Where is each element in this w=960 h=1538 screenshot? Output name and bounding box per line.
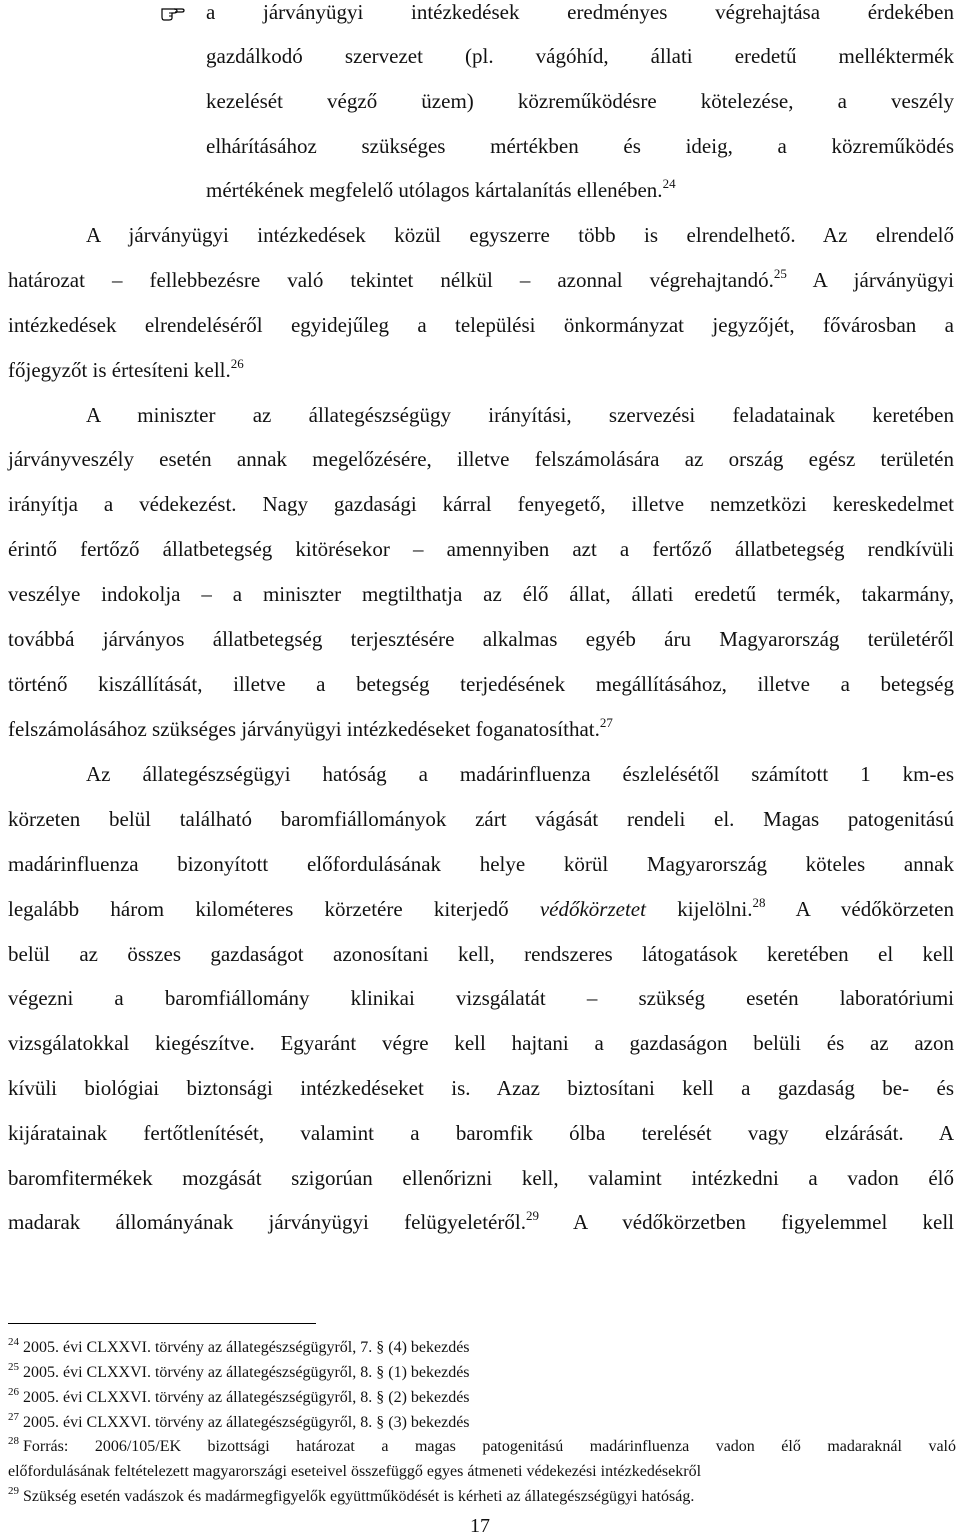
paragraph-text: A járványügyi [786,268,954,292]
emphasized-term: védőkörzetet [539,897,646,921]
bullet-line-text: mértékének megfelelő utólagos kártalanítás ellenében. [206,178,663,202]
bullet-line: kezelését végző üzem) közreműködésre kötelezése, a veszély [206,89,954,113]
paragraph-line: irányítja a védekezést. Nagy gazdasági kárral fenyegető, illetve nemzetközi kereskedelmet [8,492,954,516]
bullet-line: elhárításához szükséges mértékben és ideig, a közreműködés [206,134,954,158]
paragraph-line: körzeten belül található baromfiállományok zárt vágását rendeli el. Magas patogenitású [8,807,954,831]
paragraph-line: intézkedések elrendeléséről egyidejűleg a települési önkormányzat jegyzőjét, fővárosban a [8,313,954,337]
paragraph-text: legalább három kilométeres körzetére kiterjedő [8,897,540,921]
paragraph-line: kijáratainak fertőtlenítését, valamint a baromfik ólba terelését vagy elzárását. A [8,1121,954,1145]
footnote-text: 2005. évi CLXXVI. törvény az állategészségügyről, 7. § (4) bekezdés [23,1339,470,1356]
paragraph-text: főjegyzőt is értesíteni kell. [8,358,231,382]
footnote-text: 2005. évi CLXXVI. törvény az állategészségügyről, 8. § (3) bekezdés [23,1414,470,1431]
footnote-number: 28 [8,1435,19,1447]
paragraph-line [8,348,954,393]
paragraph-line [8,707,954,752]
paragraph-line: járványveszély esetén annak megelőzésére, illetve felszámolására az ország egész területén [8,447,954,471]
paragraph-line: baromfitermékek mozgását szigorúan ellenőrizni kell, valamint intézkedni a vadon élő [8,1166,954,1190]
footnote [8,1435,956,1459]
paragraph-line: Az állategészségügyi hatóság a madárinfluenza észlelésétől számított 1 km-es [86,762,954,786]
footnote-text: 2005. évi CLXXVI. törvény az állategészségügyről, 8. § (1) bekezdés [23,1364,470,1381]
bullet-line [206,168,954,213]
footnote-text: Szükség esetén vadászok és madármegfigyelők együttműködését is kérheti az állategészségügyi hatóság. [23,1488,695,1505]
paragraph-line [8,258,954,303]
footnote [8,1411,956,1435]
footnote-ref[interactable]: 28 [752,895,766,910]
paragraph-text: madarak állományának járványügyi felügyeletéről. [8,1210,526,1234]
bullet-line: a járványügyi intézkedések eredményes végrehajtása érdekében [206,0,954,24]
footnote-number: 25 [8,1361,19,1373]
paragraph-line: történő kiszállítását, illetve a betegség terjedésének megállításához, illetve a betegség [8,672,954,696]
footnote-ref[interactable]: 26 [230,356,244,371]
paragraph-text: A védőkörzetben figyelemmel kell [538,1210,955,1234]
footnote-ref[interactable]: 27 [599,715,613,730]
paragraph-line: továbbá járványos állatbetegség terjesztésére alkalmas egyéb áru Magyarország területéről [8,627,954,651]
footnote-number: 27 [8,1411,19,1423]
footnote-text: 2005. évi CLXXVI. törvény az állategészségügyről, 8. § (2) bekezdés [23,1389,470,1406]
footnote-continuation [8,1460,956,1484]
footnote-ref[interactable]: 29 [525,1208,539,1223]
footnote-number: 29 [8,1485,19,1497]
pointing-hand-icon [160,2,186,22]
paragraph-line: veszélye indokolja – a miniszter megtilthatja az élő állat, állati eredetű termék, takarmány, [8,582,954,606]
footnote-ref[interactable]: 24 [662,176,676,191]
footnote-separator [8,1323,316,1324]
paragraph-text: kijelölni. [645,897,753,921]
footnote [8,1386,956,1410]
footnote-number: 26 [8,1386,19,1398]
footnote [8,1336,956,1360]
paragraph-line: kívüli biológiai biztonsági intézkedéseket is. Azaz biztosítani kell a gazdaság be- és [8,1076,954,1100]
paragraph-line [8,1200,954,1245]
bullet-line: gazdálkodó szervezet (pl. vágóhíd, állati eredetű melléktermék [206,44,954,68]
footnote-text: előfordulásának feltételezett magyarországi eseteivel összefüggő egyes átmeneti védekezési intézkedésekről [8,1463,702,1480]
footnote [8,1485,956,1509]
page-number: 17 [470,1515,490,1537]
paragraph-text: A védőkörzeten [765,897,954,921]
paragraph-line [8,887,954,932]
paragraph-line: A miniszter az állategészségügy irányítási, szervezési feladatainak keretében [86,403,954,427]
paragraph-line: érintő fertőző állatbetegség kitörésekor – amennyiben azt a fertőző állatbetegség rendkívüli [8,537,954,561]
footnote-number: 24 [8,1336,19,1348]
paragraph-text: határozat – fellebbezésre való tekintet nélkül – azonnal végrehajtandó. [8,268,774,292]
paragraph-text: felszámolásához szükséges járványügyi intézkedéseket foganatosíthat. [8,717,600,741]
paragraph-line: végezni a baromfiállomány klinikai vizsgálatát – szükség esetén laboratóriumi [8,986,954,1010]
footnote-ref[interactable]: 25 [773,266,787,281]
paragraph-line: madárinfluenza bizonyított előfordulásának helye körül Magyarország köteles annak [8,852,954,876]
footnote [8,1361,956,1385]
paragraph-line: vizsgálatokkal kiegészítve. Egyaránt végre kell hajtani a gazdaságon belüli és az azon [8,1031,954,1055]
paragraph-line: A járványügyi intézkedések közül egyszerre több is elrendelhető. Az elrendelő [86,223,954,247]
paragraph-line: belül az összes gazdaságot azonosítani kell, rendszeres látogatások keretében el kell [8,942,954,966]
footnote-text: Forrás: 2006/105/EK bizottsági határozat a magas patogenitású madárinfluenza vadon élő madaraknál való [23,1438,956,1455]
